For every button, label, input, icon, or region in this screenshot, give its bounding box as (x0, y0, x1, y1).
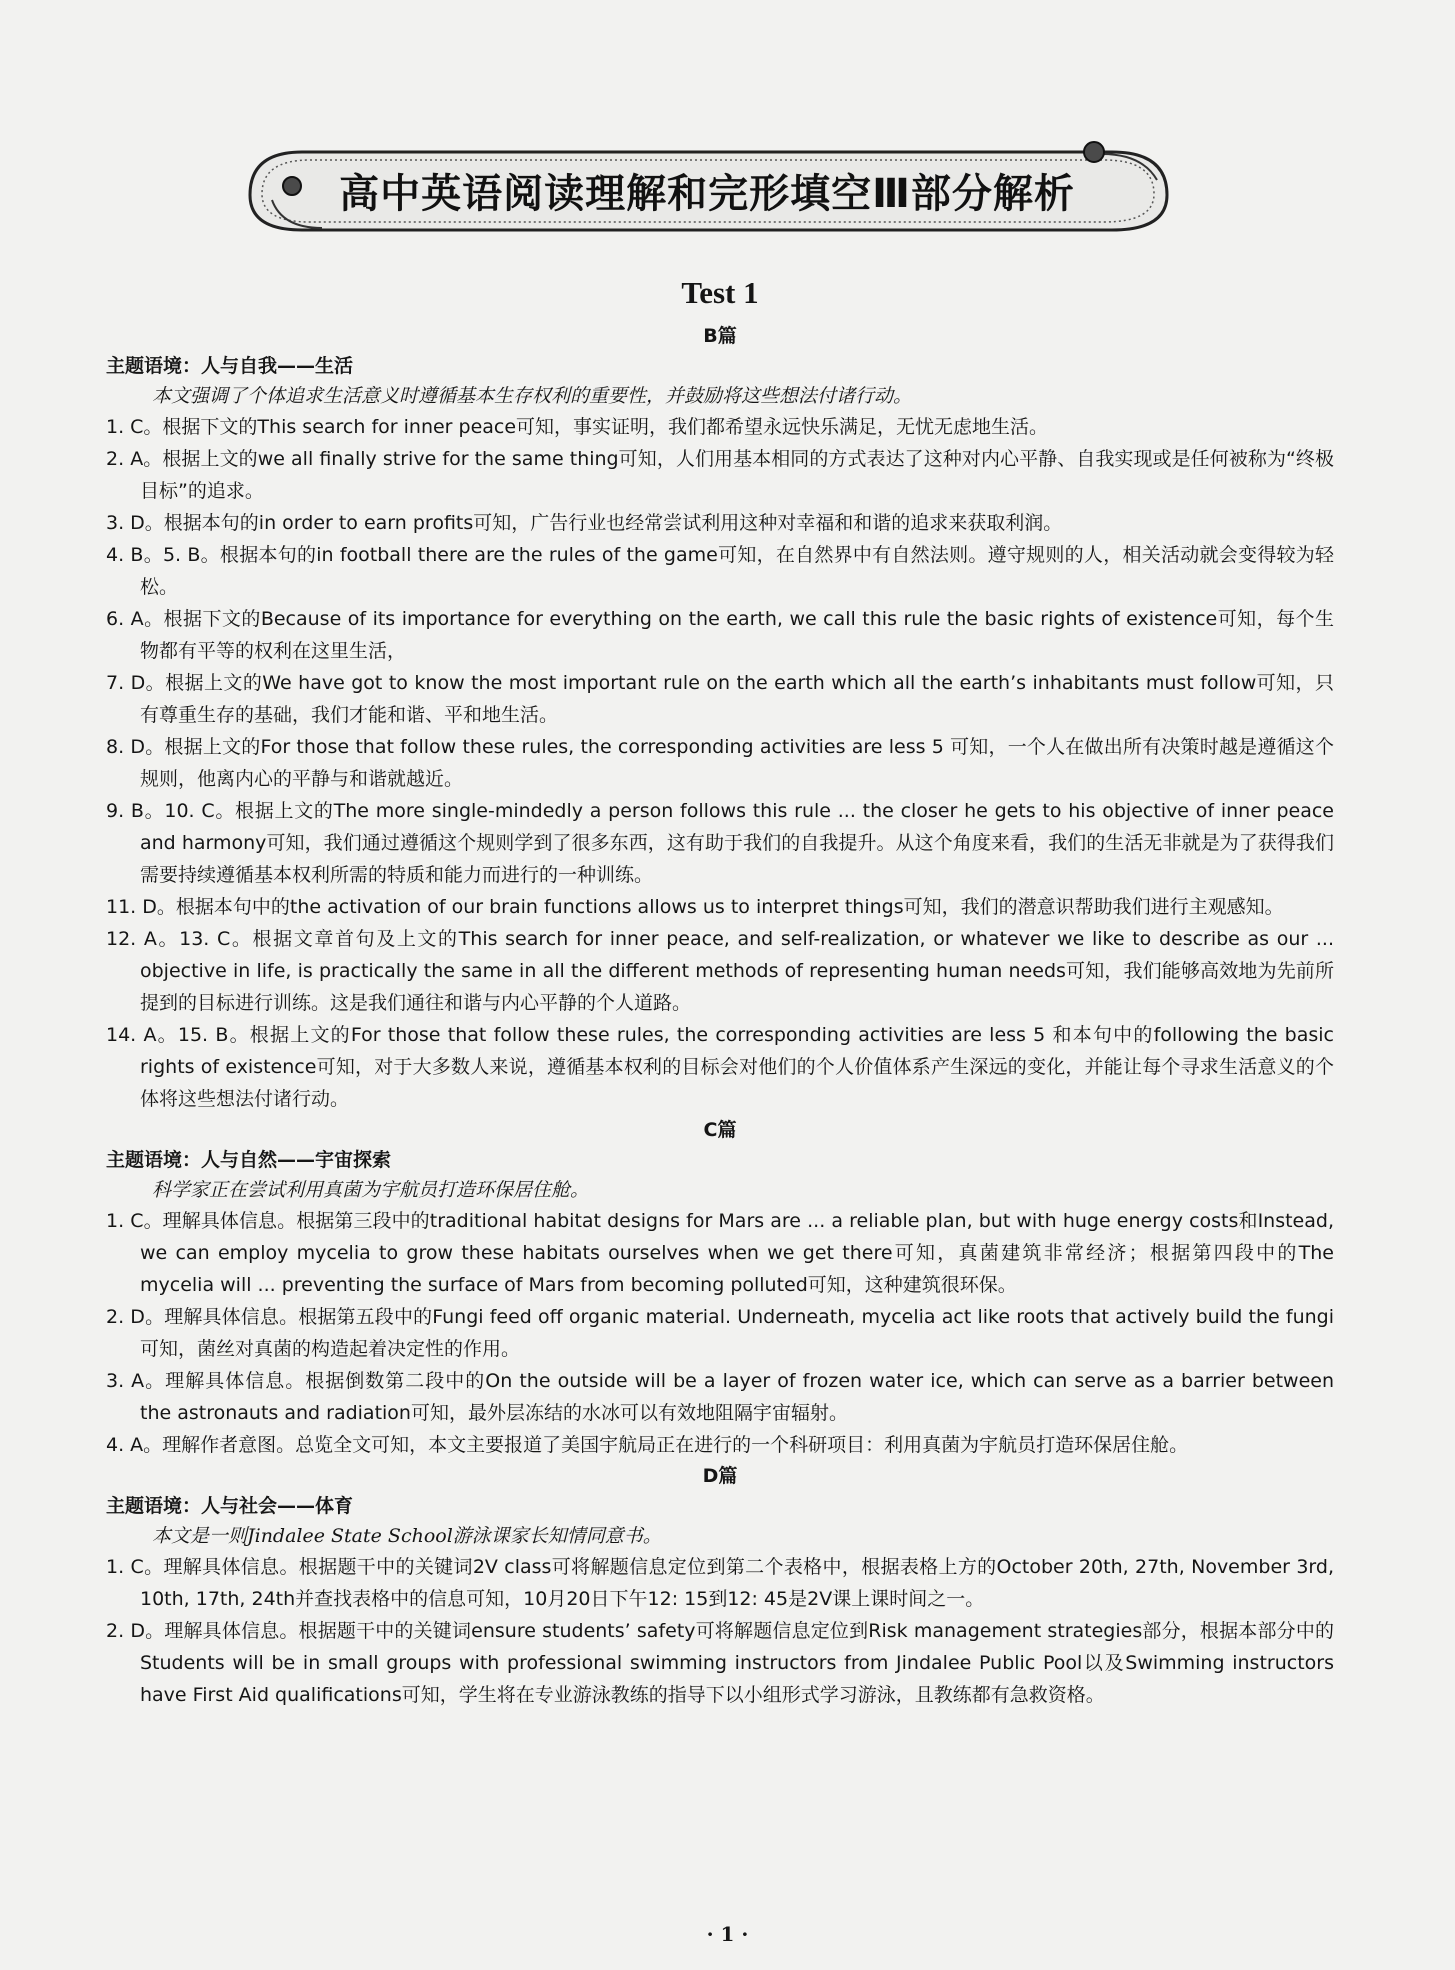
answer-item: 14. A。15. B。根据上文的For those that follow these rules, the corresponding activities are less 5 和本句中的following the basic rights of existence可知，对于大多数人来说，遵循基本权利的目标会对他们的个人价值体系产生深远的变化，并能让每个寻求生活意义的个体将这些想法付诸行动。 (106, 1024, 1334, 1110)
section-summary: 本文是一则Jindalee State School游泳课家长知情同意书。 (152, 1525, 662, 1547)
answer-item: 11. D。根据本句中的the activation of our brain functions allows us to interpret things可知，我们的潜意识帮助我们进行主观感知。 (106, 896, 1284, 918)
section-summary: 科学家正在尝试利用真菌为宇航员打造环保居住舱。 (152, 1179, 590, 1201)
section-label: B篇 (703, 325, 737, 347)
answer-item: 3. A。理解具体信息。根据倒数第二段中的On the outside will be a layer of frozen water ice, which can serve as a barrier between the astronauts and radiation可知，最外层冻结的水冰可以有效地阻隔宇宙辐射。 (106, 1370, 1334, 1424)
answer-item: 4. B。5. B。根据本句的in football there are the rules of the game可知，在自然界中有自然法则。遵守规则的人，相关活动就会变得较为轻松。 (106, 544, 1334, 598)
section-theme: 主题语境：人与社会——体育 (106, 1495, 354, 1517)
answer-item: 1. C。理解具体信息。根据第三段中的traditional habitat designs for Mars are ... a reliable plan, but with huge energy costs和Instead, we can employ mycelia to grow these habitats ourselves when we get there可知，真菌建筑非常经济；根据第四段中的The mycelia will ... preventing the surface of Mars from becoming polluted可知，这种建筑很环保。 (106, 1210, 1334, 1296)
answer-item: 8. D。根据上文的For those that follow these rules, the corresponding activities are less 5 可知，一个人在做出所有决策时越是遵循这个规则，他离内心的平静与和谐就越近。 (106, 736, 1334, 790)
answer-item: 1. C。根据下文的This search for inner peace可知，事实证明，我们都希望永远快乐满足，无忧无虑地生活。 (106, 416, 1049, 438)
section-theme: 主题语境：人与自然——宇宙探索 (106, 1149, 392, 1171)
answer-item: 4. A。理解作者意图。总览全文可知，本文主要报道了美国宇航局正在进行的一个科研项目：利用真菌为宇航员打造环保居住舱。 (106, 1434, 1189, 1456)
answer-item: 2. D。理解具体信息。根据题干中的关键词ensure students’ safety可将解题信息定位到Risk management strategies部分，根据本部分中的Students will be in small groups with professional swimming instructors from Jindalee Public Pool以及Swimming instructors have First Aid qualifications可知，学生将在专业游泳教练的指导下以小组形式学习游泳，且教练都有急救资格。 (106, 1620, 1334, 1706)
answer-item: 2. A。根据上文的we all finally strive for the same thing可知，人们用基本相同的方式表达了这种对内心平静、自我实现或是任何被称为“终极目标”的追求。 (106, 448, 1334, 502)
section-label: C篇 (703, 1119, 737, 1141)
section-c (106, 1115, 1334, 1461)
section-theme: 主题语境：人与自我——生活 (106, 355, 354, 377)
answer-item: 12. A。13. C。根据文章首句及上文的This search for inner peace, and self-realization, or whatever we like to describe as our ... objective in life, is practically the same in all the different methods of representing human needs可知，我们能够高效地为先前所提到的目标进行训练。这是我们通往和谐与内心平静的个人道路。 (106, 928, 1334, 1014)
answer-item: 9. B。10. C。根据上文的The more single-mindedly a person follows this rule ... the closer he gets to his objective of inner peace and harmony可知，我们通过遵循这个规则学到了很多东西，这有助于我们的自我提升。从这个角度来看，我们的生活无非就是为了获得我们需要持续遵循基本权利所需的特质和能力而进行的一种训练。 (106, 800, 1334, 886)
answer-analysis (106, 275, 1334, 1711)
document-title: 高中英语阅读理解和完形填空Ⅲ部分解析 (339, 171, 1075, 217)
section-d (106, 1461, 1334, 1711)
section-b (106, 321, 1334, 1115)
page-number: · 1 · (706, 1922, 749, 1946)
section-label: D篇 (702, 1465, 738, 1487)
title-banner (232, 140, 1182, 240)
section-summary: 本文强调了个体追求生活意义时遵循基本生存权利的重要性，并鼓励将这些想法付诸行动。 (152, 385, 913, 407)
answer-item: 7. D。根据上文的We have got to know the most important rule on the earth which all the earth’s inhabitants must follow可知，只有尊重生存的基础，我们才能和谐、平和地生活。 (106, 672, 1334, 726)
answer-item: 1. C。理解具体信息。根据题干中的关键词2V class可将解题信息定位到第二个表格中，根据表格上方的October 20th, 27th, November 3rd, 10th, 17th, 24th并查找表格中的信息可知，10月20日下午12: 15到12: 45是2V课上课时间之一。 (106, 1556, 1334, 1610)
answer-item: 2. D。理解具体信息。根据第五段中的Fungi feed off organic material. Underneath, mycelia act like roots that actively build the fungi可知，菌丝对真菌的构造起着决定性的作用。 (106, 1306, 1334, 1360)
answer-item: 3. D。根据本句的in order to earn profits可知，广告行业也经常尝试利用这种对幸福和和谐的追求来获取利润。 (106, 512, 1063, 534)
answer-item: 6. A。根据下文的Because of its importance for everything on the earth, we call this rule the basic rights of existence可知，每个生物都有平等的权利在这里生活， (106, 608, 1334, 662)
test-title: Test 1 (681, 275, 759, 310)
